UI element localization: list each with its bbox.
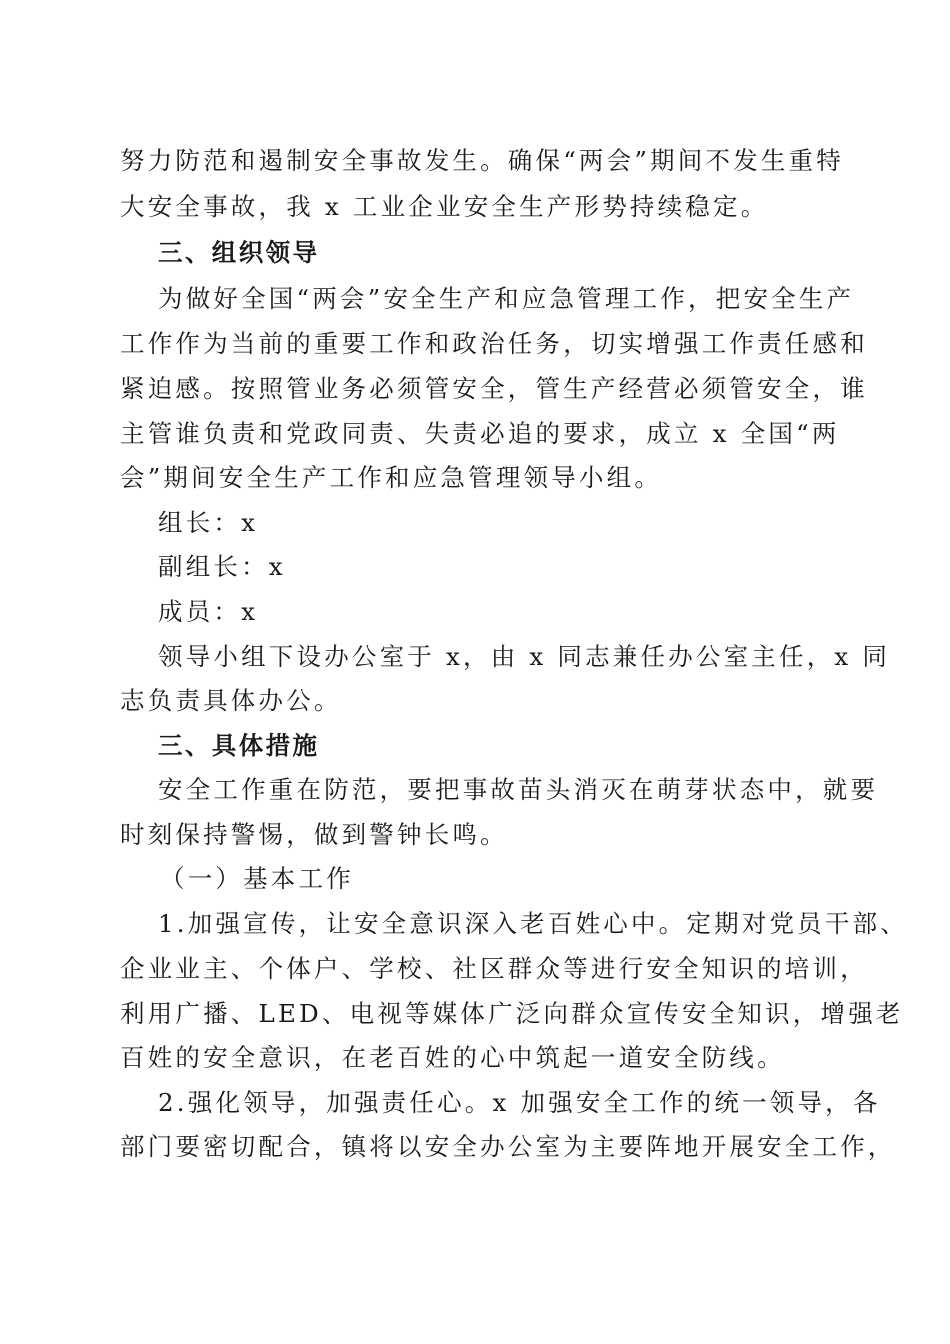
body-text-line: 利用广播、LED、电视等媒体广泛向群众宣传安全知识，增强老 [120,999,904,1028]
body-text-line: 主管谁负责和党政同责、失责必追的要求，成立 x 全国“两 [120,419,840,448]
body-text-line: 领导小组下设办公室于 x，由 x 同志兼任办公室主任，x 同 [158,642,891,671]
section-heading: 三、具体措施 [158,731,320,760]
body-text-line: 1.加强宣传，让安全意识深入老百姓心中。定期对党员干部、 [158,909,908,938]
body-text-line: 大安全事故，我 x 工业企业安全生产形势持续稳定。 [120,192,769,221]
deputy-leader-line: 副组长：x [158,552,286,581]
members-line: 成员：x [158,597,259,626]
body-text-line: 时刻保持警惕，做到警钟长鸣。 [120,820,508,849]
body-text-line: 百姓的安全意识，在老百姓的心中筑起一道安全防线。 [120,1043,785,1072]
body-text-line: 会”期间安全生产工作和应急管理领导小组。 [120,463,663,492]
body-text-line: 安全工作重在防范，要把事故苗头消灭在萌芽状态中，就要 [158,775,879,804]
group-leader-line: 组长：x [158,508,259,537]
body-text-line: 志负责具体办公。 [120,686,342,715]
body-text-line: 2.强化领导，加强责任心。x 加强安全工作的统一领导，各 [158,1088,881,1117]
section-heading: 三、组织领导 [158,238,320,267]
subsection-heading: （一）基本工作 [160,864,354,893]
body-text-line: 为做好全国“两会”安全生产和应急管理工作，把安全生产 [158,284,855,313]
body-text-line: 紧迫感。按照管业务必须管安全，管生产经营必须管安全，谁 [120,374,868,403]
body-text-line: 工作作为当前的重要工作和政治任务，切实增强工作责任感和 [120,329,868,358]
body-text-line: 部门要密切配合，镇将以安全办公室为主要阵地开展安全工作， [120,1132,896,1161]
body-text-line: 企业业主、个体户、学校、社区群众等进行安全知识的培训， [120,954,868,983]
body-text-line: 努力防范和遏制安全事故发生。确保“两会”期间不发生重特 [120,146,844,175]
